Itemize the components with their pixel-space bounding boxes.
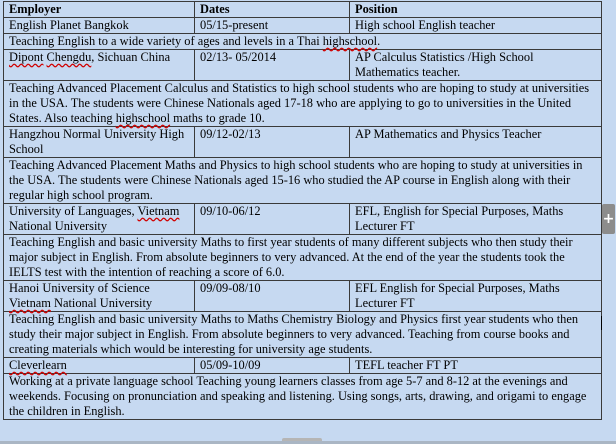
text-run: Teaching English and basic university Maths to Maths Chemistry Biology and Physics first year students who then study their major subject in English. From absolute beginners to very advanced. Teaching from course books and creating materials which would be interesting for university age students. — [9, 312, 579, 356]
dates-cell: 05/09-10/09 — [195, 358, 350, 374]
position-cell: EFL English for Special Purposes, Maths Lecturer FT — [350, 281, 602, 312]
position-cell: TEFL teacher FT PT — [350, 358, 602, 374]
job-description-row — [4, 235, 602, 281]
job-description-row — [4, 34, 602, 50]
text-cursor — [601, 316, 602, 330]
text-run: Cleverlearn — [9, 358, 67, 372]
job-description-row — [4, 312, 602, 358]
text-run: Vietnam — [9, 296, 51, 310]
employer-cell — [4, 281, 195, 312]
position-cell: High school English teacher — [350, 18, 602, 34]
text-run: , Sichuan China — [91, 50, 171, 64]
description-cell — [4, 374, 602, 420]
text-run: Teaching Advanced Placement Calculus and Statistics to high school students who are hoping to study at universities in the USA. The students were Chinese Nationals aged 17-18 who are applying to go to universities in the United States. Also teaching — [9, 81, 590, 125]
employer-cell — [4, 50, 195, 81]
text-run: . — [377, 34, 381, 48]
text-run: Vietnam — [137, 204, 180, 218]
job-description-row — [4, 158, 602, 204]
employer-cell — [4, 127, 195, 158]
dates-cell: 05/15-present — [195, 18, 350, 34]
header-employer: Employer — [4, 2, 195, 18]
job-row — [4, 358, 602, 374]
description-cell — [4, 34, 602, 50]
description-cell — [4, 235, 602, 281]
dates-cell: 02/13- 05/2014 — [195, 50, 350, 81]
dates-cell: 09/10-06/12 — [195, 204, 350, 235]
job-description-row — [4, 374, 602, 420]
header-dates: Dates — [195, 2, 350, 18]
dates-cell: 09/09-08/10 — [195, 281, 350, 312]
description-cell — [4, 81, 602, 127]
employer-cell — [4, 18, 195, 34]
text-run: Hanoi University of Science — [9, 281, 150, 295]
text-run: Hangzhou Normal University High School — [9, 127, 185, 156]
table-header-row — [4, 2, 602, 18]
job-row — [4, 127, 602, 158]
text-run: Teaching Advanced Placement Maths and Physics to high school students who are hoping to study at universities in the USA. The students were Chinese Nationals aged 15-16 who studied the AP course in English along with their regular high school program. — [9, 158, 583, 202]
employer-cell — [4, 358, 195, 374]
dates-cell: 09/12-02/13 — [195, 127, 350, 158]
text-run: Chengdu — [46, 50, 92, 64]
text-run: National University — [50, 296, 153, 310]
position-cell: AP Mathematics and Physics Teacher — [350, 127, 602, 158]
description-cell — [4, 312, 602, 358]
text-run: University of Languages, — [9, 204, 138, 218]
text-run: Working at a private language school Teaching young learners classes from age 5-7 and 8-12 at the evenings and weekends. Focusing on pronunciation and speaking and listening. Using songs, arts, drawing, and origami to engage the children in English. — [9, 374, 587, 418]
text-run: Teaching English to a wide variety of ages and levels in a Thai — [9, 34, 323, 48]
job-row — [4, 204, 602, 235]
position-cell: EFL, English for Special Purposes, Maths Lecturer FT — [350, 204, 602, 235]
header-position: Position — [350, 2, 602, 18]
description-cell — [4, 158, 602, 204]
text-run: English Planet Bangkok — [9, 18, 129, 32]
job-row — [4, 50, 602, 81]
job-row — [4, 18, 602, 34]
text-run: Dipont — [9, 50, 44, 64]
job-row — [4, 281, 602, 312]
plus-icon[interactable]: + — [602, 204, 615, 234]
text-run: highschool — [115, 111, 171, 125]
employer-cell — [4, 204, 195, 235]
text-run: highschool — [322, 34, 378, 48]
text-run: Teaching English and basic university Maths to first year students of many different subjects who then study their major subject in English. From absolute beginners to very advanced. At the end of the year the students took the IELTS test with the intention of reaching a score of 6.0. — [9, 235, 573, 279]
text-run: maths to grade 10. — [170, 111, 265, 125]
position-cell: AP Calculus Statistics /High School Mathematics teacher. — [350, 50, 602, 81]
employment-table — [3, 1, 602, 420]
text-run: National University — [9, 219, 108, 233]
job-description-row — [4, 81, 602, 127]
